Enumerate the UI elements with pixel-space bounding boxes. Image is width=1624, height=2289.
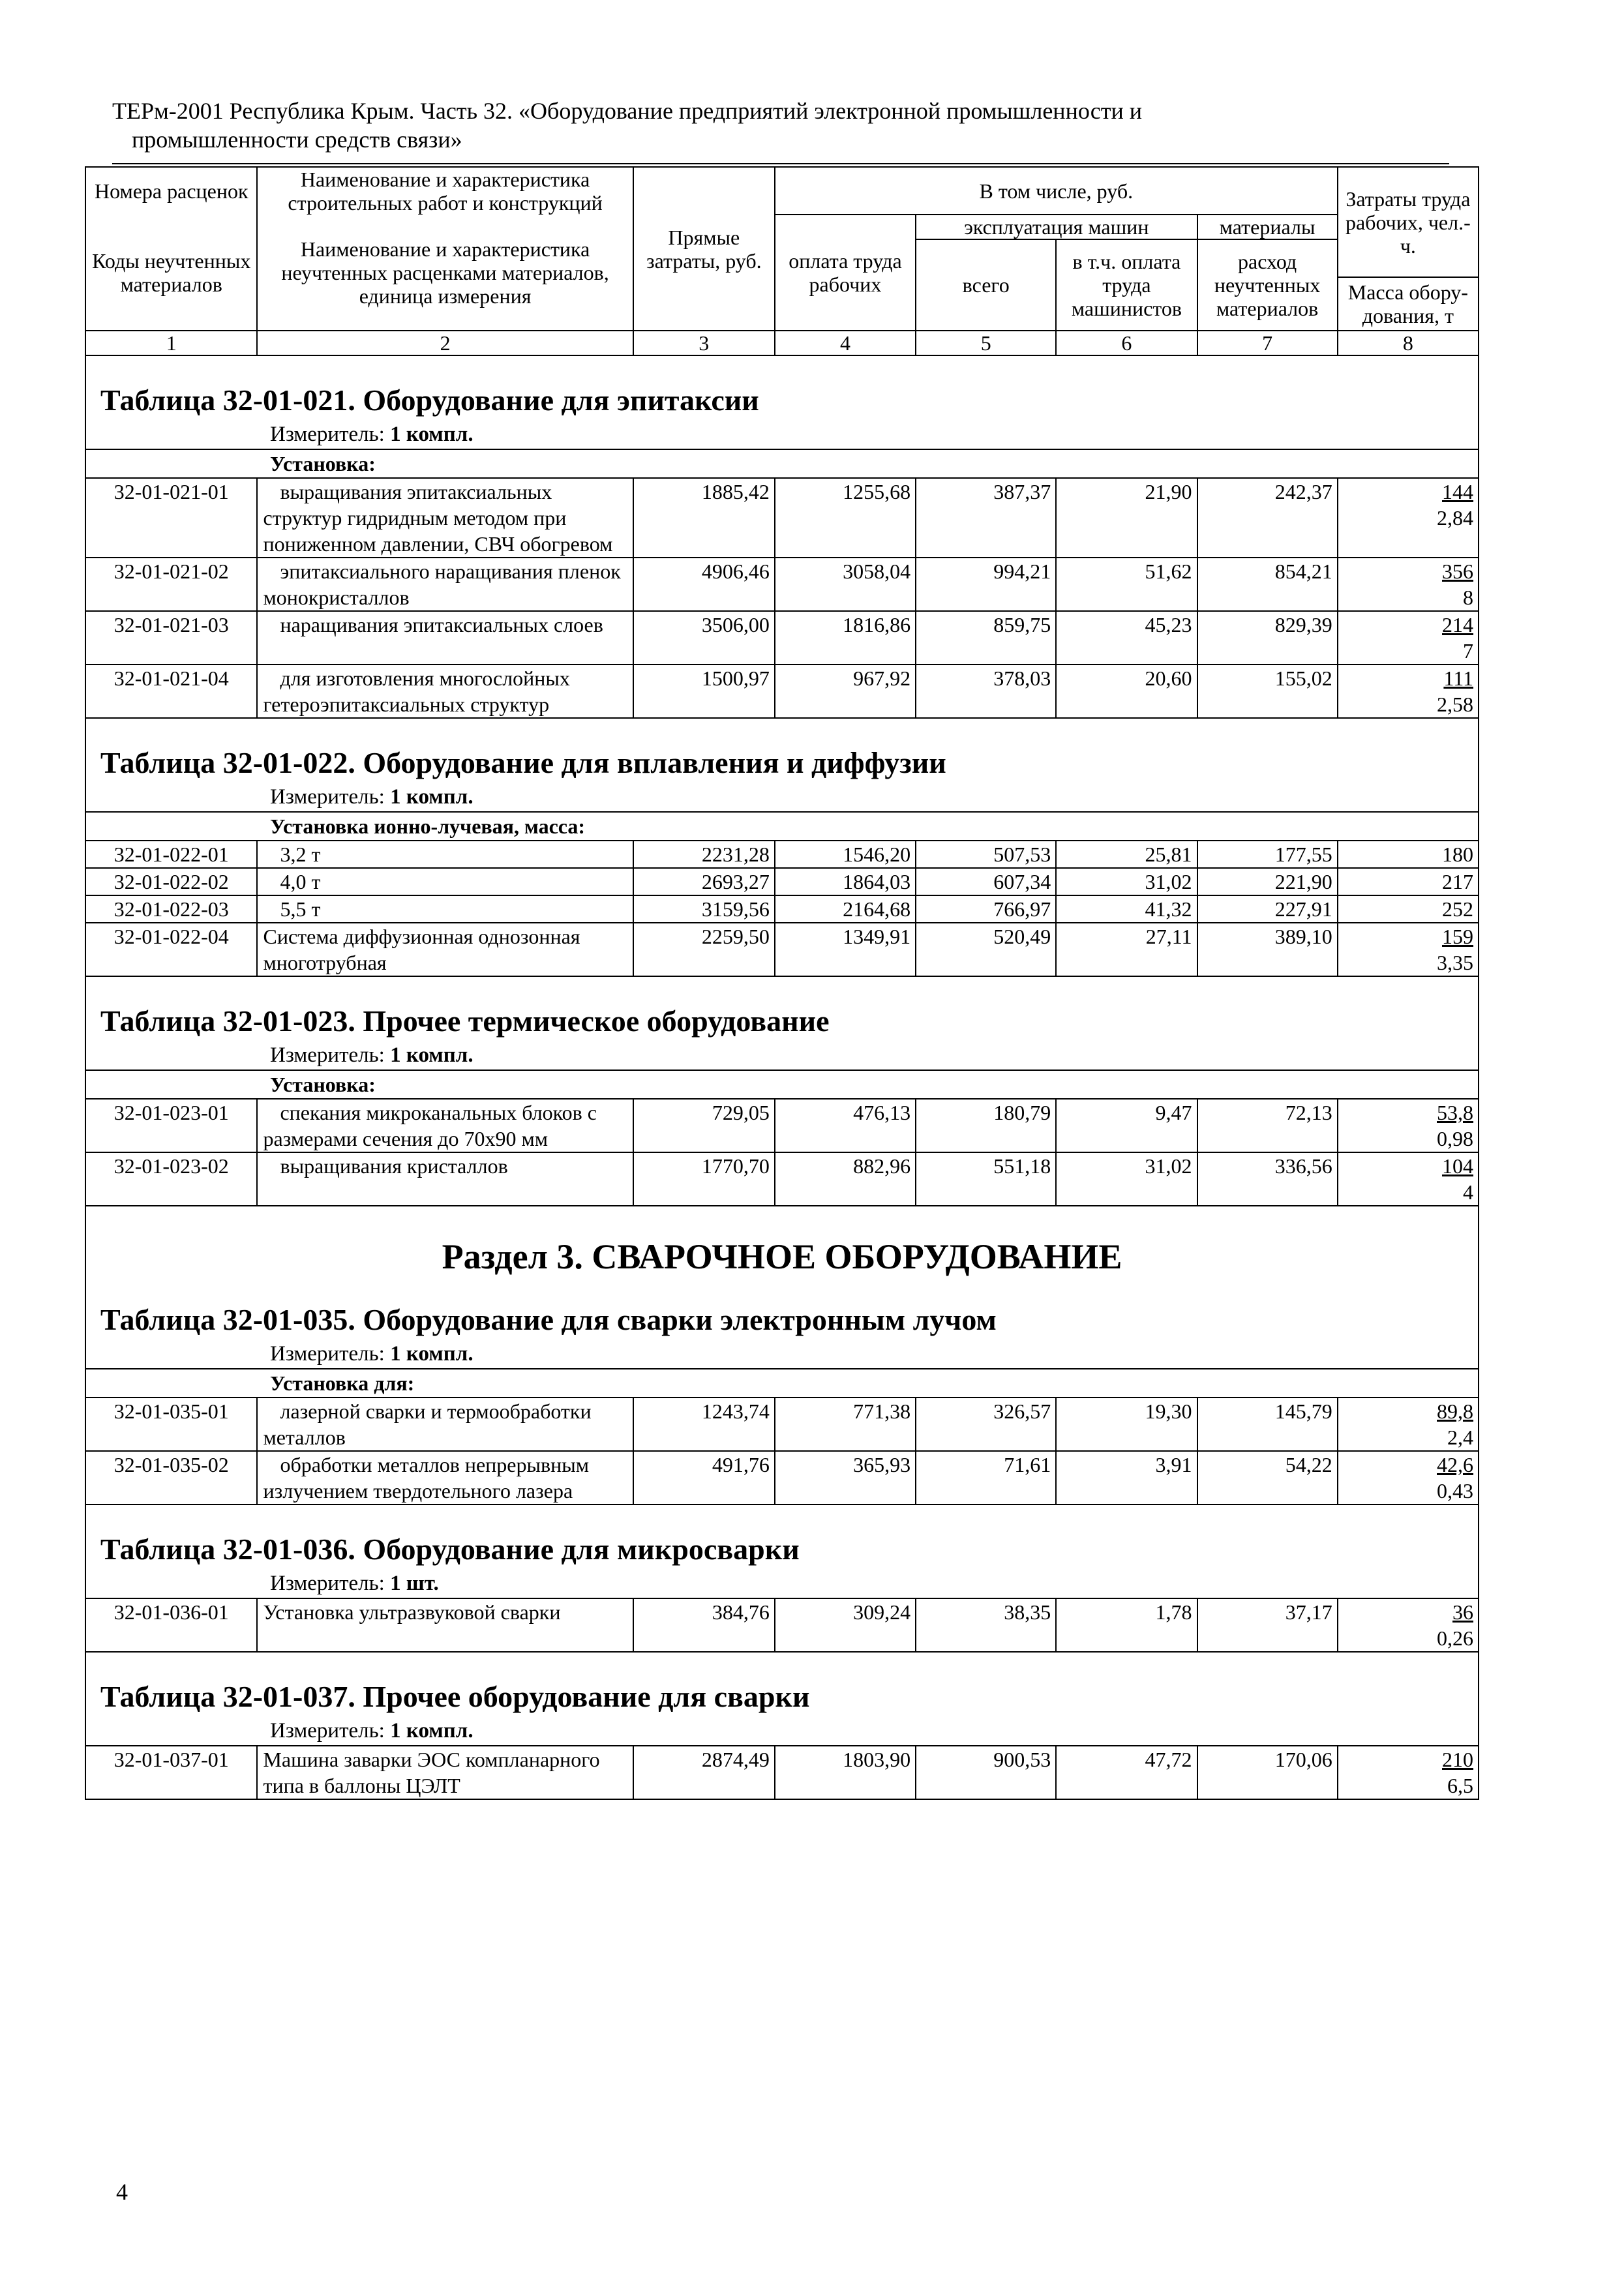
rate-code: 32-01-021-02: [85, 558, 257, 611]
table-row: [85, 923, 1479, 976]
rate-code: 32-01-035-01: [85, 1398, 257, 1451]
work-name-text: спекания микроканальных блоков с размерами сечения до 70х90 мм: [263, 1101, 597, 1150]
machinist-wage-value: 1,78: [1056, 1598, 1197, 1652]
work-name: [257, 1152, 633, 1206]
labor-mass-value: [1338, 895, 1479, 923]
group-label: Установка для:: [85, 1369, 1479, 1398]
column-index: 1: [85, 331, 257, 355]
meter-label: Измеритель:: [270, 1043, 385, 1067]
work-name: [257, 1746, 633, 1799]
direct-costs-value: 2693,27: [633, 868, 775, 895]
meter-label: Измеритель:: [270, 1342, 385, 1366]
rate-code: 32-01-023-02: [85, 1152, 257, 1206]
meter-line: [86, 1716, 1478, 1745]
rate-code: 32-01-022-01: [85, 841, 257, 868]
work-name: [257, 478, 633, 558]
machinist-wage-value: 21,90: [1056, 478, 1197, 558]
materials-value: 72,13: [1197, 1099, 1338, 1152]
wage-value: 882,96: [775, 1152, 916, 1206]
labor-value: 210: [1442, 1748, 1473, 1771]
work-name: [257, 1598, 633, 1652]
direct-costs-value: 2874,49: [633, 1746, 775, 1799]
work-name-text: выращивания эпитаксиальных структур гидридным методом при пониженном давлении, СВЧ обогревом: [263, 480, 613, 556]
labor-mass-value: [1338, 841, 1479, 868]
wage-value: 1546,20: [775, 841, 916, 868]
rate-code: 32-01-035-02: [85, 1451, 257, 1504]
materials-value: 242,37: [1197, 478, 1338, 558]
mass-value: 2,58: [1437, 693, 1473, 716]
meter-line: [86, 1041, 1478, 1070]
meter-label: Измеритель:: [270, 1572, 385, 1595]
table-row: [85, 558, 1479, 611]
labor-mass-value: [1338, 1398, 1479, 1451]
column-header-materials: материалы: [1197, 215, 1338, 239]
work-name-text: Установка ультразвуковой сварки: [263, 1600, 561, 1624]
materials-value: 389,10: [1197, 923, 1338, 976]
machinist-wage-value: 51,62: [1056, 558, 1197, 611]
machines-total-value: 900,53: [916, 1746, 1056, 1799]
machines-total-value: 507,53: [916, 841, 1056, 868]
wage-value: 967,92: [775, 665, 916, 718]
column-header-material-names: Наименование и характеристика неучтенных расценками материалов, единица измерения: [257, 215, 633, 331]
direct-costs-value: 729,05: [633, 1099, 775, 1152]
table-row: [85, 895, 1479, 923]
meter-value: 1 компл.: [390, 423, 474, 446]
labor-value: 356: [1442, 560, 1473, 583]
column-index: 2: [257, 331, 633, 355]
table-title: Таблица 32-01-023. Прочее термическое оборудование: [100, 1004, 830, 1038]
meter-line: [86, 783, 1478, 811]
machinist-wage-value: 27,11: [1056, 923, 1197, 976]
column-header-machines: эксплуатация машин: [916, 215, 1197, 239]
direct-costs-value: 1770,70: [633, 1152, 775, 1206]
table-section-header: [85, 1504, 1479, 1598]
table-row: [85, 478, 1479, 558]
direct-costs-value: 1885,42: [633, 478, 775, 558]
table-section-header: [85, 355, 1479, 449]
work-name-text: выращивания кристаллов: [280, 1154, 508, 1178]
machines-total-value: 38,35: [916, 1598, 1056, 1652]
direct-costs-value: 2259,50: [633, 923, 775, 976]
work-name: [257, 868, 633, 895]
work-name-text: эпитаксиального наращивания пленок монокристаллов: [263, 560, 621, 609]
work-name: [257, 665, 633, 718]
machinist-wage-value: 3,91: [1056, 1451, 1197, 1504]
labor-value: 111: [1443, 666, 1473, 690]
labor-mass-value: [1338, 611, 1479, 665]
direct-costs-value: 4906,46: [633, 558, 775, 611]
labor-mass-value: [1338, 868, 1479, 895]
direct-costs-value: 1500,97: [633, 665, 775, 718]
column-index: 6: [1056, 331, 1197, 355]
wage-value: 1864,03: [775, 868, 916, 895]
labor-value: 144: [1442, 480, 1473, 503]
document-header: [112, 97, 1482, 154]
group-label: Установка:: [85, 1070, 1479, 1099]
materials-value: 854,21: [1197, 558, 1338, 611]
wage-value: 1803,90: [775, 1746, 916, 1799]
wage-value: 476,13: [775, 1099, 916, 1152]
work-name-text: 4,0 т: [280, 870, 321, 893]
labor-value: 252: [1442, 897, 1473, 921]
group-label: Установка:: [85, 449, 1479, 478]
table-title: Таблица 32-01-021. Оборудование для эпитаксии: [100, 383, 759, 417]
mass-value: 0,26: [1437, 1626, 1473, 1650]
column-header-materials-consumption: расход неучтенных материалов: [1197, 239, 1338, 331]
meter-value: 1 компл.: [390, 1719, 474, 1743]
materials-value: 177,55: [1197, 841, 1338, 868]
machines-total-value: 378,03: [916, 665, 1056, 718]
work-name-text: Машина заварки ЭОС компланарного типа в баллоны ЦЭЛТ: [263, 1748, 600, 1797]
labor-mass-value: [1338, 558, 1479, 611]
column-header-material-codes: Коды неучтенных материалов: [85, 215, 257, 331]
column-header-machines-total: всего: [916, 239, 1056, 331]
work-name: [257, 611, 633, 665]
rate-code: 32-01-021-01: [85, 478, 257, 558]
labor-value: 104: [1442, 1154, 1473, 1178]
meter-label: Измеритель:: [270, 785, 385, 809]
machines-total-value: 766,97: [916, 895, 1056, 923]
direct-costs-value: 1243,74: [633, 1398, 775, 1451]
wage-value: 1816,86: [775, 611, 916, 665]
work-name: [257, 558, 633, 611]
machinist-wage-value: 31,02: [1056, 868, 1197, 895]
meter-value: 1 компл.: [390, 785, 474, 809]
table-row: [85, 1398, 1479, 1451]
column-header-wage: оплата труда рабочих: [775, 215, 916, 331]
machines-total-value: 994,21: [916, 558, 1056, 611]
header-rule: [112, 163, 1449, 164]
page-number: 4: [116, 2179, 128, 2205]
mass-value: 6,5: [1447, 1774, 1473, 1797]
table-section-header: [85, 1652, 1479, 1746]
work-name: [257, 1451, 633, 1504]
work-name-text: 5,5 т: [280, 897, 321, 921]
machines-total-value: 387,37: [916, 478, 1056, 558]
machinist-wage-value: 31,02: [1056, 1152, 1197, 1206]
machines-total-value: 71,61: [916, 1451, 1056, 1504]
machines-total-value: 859,75: [916, 611, 1056, 665]
machinist-wage-value: 45,23: [1056, 611, 1197, 665]
machines-total-value: 180,79: [916, 1099, 1056, 1152]
rate-code: 32-01-022-02: [85, 868, 257, 895]
table-row: [85, 665, 1479, 718]
work-name: [257, 841, 633, 868]
wage-value: 1255,68: [775, 478, 916, 558]
work-name: [257, 895, 633, 923]
labor-value: 217: [1442, 870, 1473, 893]
machines-total-value: 520,49: [916, 923, 1056, 976]
labor-value: 53,8: [1437, 1101, 1473, 1124]
column-header-labor: Затраты труда рабочих, чел.-ч.: [1338, 167, 1479, 277]
table-row: [85, 1099, 1479, 1152]
machines-total-value: 326,57: [916, 1398, 1056, 1451]
labor-value: 214: [1442, 613, 1473, 636]
wage-value: 365,93: [775, 1451, 916, 1504]
meter-line: [86, 1569, 1478, 1598]
column-header-mass: Масса обору-дования, т: [1338, 277, 1479, 331]
section-spacer: [86, 1505, 1478, 1530]
mass-value: 2,4: [1447, 1426, 1473, 1449]
wage-value: 3058,04: [775, 558, 916, 611]
column-header-codes: Номера расценок: [85, 167, 257, 215]
labor-mass-value: [1338, 1451, 1479, 1504]
column-header-machinist-wage: в т.ч. оплата труда машинистов: [1056, 239, 1197, 331]
wage-value: 2164,68: [775, 895, 916, 923]
direct-costs-value: 3159,56: [633, 895, 775, 923]
meter-value: 1 компл.: [390, 1043, 474, 1067]
mass-value: 2,84: [1437, 506, 1473, 530]
column-index: 8: [1338, 331, 1479, 355]
section-spacer: [86, 1653, 1478, 1677]
materials-value: 227,91: [1197, 895, 1338, 923]
rate-code: 32-01-036-01: [85, 1598, 257, 1652]
wage-value: 309,24: [775, 1598, 916, 1652]
chapter-title: Раздел 3. СВАРОЧНОЕ ОБОРУДОВАНИЕ: [442, 1237, 1122, 1276]
labor-mass-value: [1338, 478, 1479, 558]
work-name-text: Система диффузионная однозонная многотрубная: [263, 925, 580, 974]
price-table-body: [85, 167, 1479, 1799]
machinist-wage-value: 19,30: [1056, 1398, 1197, 1451]
rate-code: 32-01-022-03: [85, 895, 257, 923]
machinist-wage-value: 47,72: [1056, 1746, 1197, 1799]
meter-value: 1 компл.: [390, 1342, 474, 1366]
rate-code: 32-01-022-04: [85, 923, 257, 976]
mass-value: 0,43: [1437, 1479, 1473, 1503]
column-index: 7: [1197, 331, 1338, 355]
materials-value: 829,39: [1197, 611, 1338, 665]
work-name: [257, 923, 633, 976]
table-title: Таблица 32-01-035. Оборудование для сварки электронным лучом: [100, 1303, 997, 1336]
mass-value: 4: [1463, 1180, 1473, 1204]
table-title: Таблица 32-01-022. Оборудование для вплавления и диффузии: [100, 746, 946, 779]
price-table: [85, 166, 1479, 1800]
materials-value: 221,90: [1197, 868, 1338, 895]
work-name: [257, 1099, 633, 1152]
labor-mass-value: [1338, 1598, 1479, 1652]
wage-value: 1349,91: [775, 923, 916, 976]
labor-mass-value: [1338, 923, 1479, 976]
mass-value: 7: [1463, 639, 1473, 663]
direct-costs-value: 491,76: [633, 1451, 775, 1504]
table-section-header: [85, 718, 1479, 812]
table-title: Таблица 32-01-037. Прочее оборудование для сварки: [100, 1680, 810, 1713]
machinist-wage-value: 9,47: [1056, 1099, 1197, 1152]
labor-value: 180: [1442, 843, 1473, 866]
mass-value: 8: [1463, 586, 1473, 609]
rate-code: 32-01-021-04: [85, 665, 257, 718]
direct-costs-value: 3506,00: [633, 611, 775, 665]
materials-value: 336,56: [1197, 1152, 1338, 1206]
materials-value: 155,02: [1197, 665, 1338, 718]
table-row: [85, 841, 1479, 868]
meter-line: [86, 1339, 1478, 1368]
table-section-header: [85, 1206, 1479, 1369]
wage-value: 771,38: [775, 1398, 916, 1451]
column-header-direct-costs: Прямые затраты, руб.: [633, 167, 775, 331]
column-index: 5: [916, 331, 1056, 355]
machines-total-value: 551,18: [916, 1152, 1056, 1206]
section-spacer: [86, 719, 1478, 743]
labor-value: 42,6: [1437, 1453, 1473, 1476]
table-row: [85, 1451, 1479, 1504]
materials-value: 170,06: [1197, 1746, 1338, 1799]
meter-label: Измеритель:: [270, 1719, 385, 1743]
column-header-name: Наименование и характеристика строительных работ и конструкций: [257, 167, 633, 215]
column-index: 3: [633, 331, 775, 355]
materials-value: 54,22: [1197, 1451, 1338, 1504]
machinist-wage-value: 41,32: [1056, 895, 1197, 923]
header-line-2: промышленности средств связи»: [132, 127, 462, 153]
machinist-wage-value: 25,81: [1056, 841, 1197, 868]
direct-costs-value: 2231,28: [633, 841, 775, 868]
table-row: [85, 1598, 1479, 1652]
work-name: [257, 1398, 633, 1451]
work-name-text: для изготовления многослойных гетероэпитаксиальных структур: [263, 666, 570, 716]
table-title: Таблица 32-01-036. Оборудование для микросварки: [100, 1533, 800, 1566]
labor-value: 89,8: [1437, 1399, 1473, 1423]
work-name-text: обработки металлов непрерывным излучением твердотельного лазера: [263, 1453, 589, 1503]
mass-value: 3,35: [1437, 951, 1473, 974]
table-row: [85, 1746, 1479, 1799]
materials-value: 145,79: [1197, 1398, 1338, 1451]
labor-mass-value: [1338, 665, 1479, 718]
meter-value: 1 шт.: [390, 1572, 439, 1595]
group-label: Установка ионно-лучевая, масса:: [85, 812, 1479, 841]
work-name-text: наращивания эпитаксиальных слоев: [280, 613, 603, 636]
column-index: 4: [775, 331, 916, 355]
work-name-text: лазерной сварки и термообработки металлов: [263, 1399, 592, 1449]
rate-code: 32-01-037-01: [85, 1746, 257, 1799]
section-spacer: [86, 356, 1478, 381]
column-header-including: В том числе, руб.: [775, 167, 1338, 215]
table-section-header: [85, 976, 1479, 1070]
labor-mass-value: [1338, 1152, 1479, 1206]
rate-code: 32-01-023-01: [85, 1099, 257, 1152]
mass-value: 0,98: [1437, 1127, 1473, 1150]
header-line-1: ТЕРм-2001 Республика Крым. Часть 32. «Оборудование предприятий электронной промышленности и: [112, 98, 1142, 124]
labor-value: 36: [1452, 1600, 1473, 1624]
meter-line: [86, 420, 1478, 449]
direct-costs-value: 384,76: [633, 1598, 775, 1652]
table-row: [85, 611, 1479, 665]
work-name-text: 3,2 т: [280, 843, 321, 866]
labor-value: 159: [1442, 925, 1473, 948]
labor-mass-value: [1338, 1099, 1479, 1152]
machinist-wage-value: 20,60: [1056, 665, 1197, 718]
materials-value: 37,17: [1197, 1598, 1338, 1652]
section-spacer: [86, 977, 1478, 1002]
machines-total-value: 607,34: [916, 868, 1056, 895]
labor-mass-value: [1338, 1746, 1479, 1799]
table-row: [85, 868, 1479, 895]
meter-label: Измеритель:: [270, 423, 385, 446]
rate-code: 32-01-021-03: [85, 611, 257, 665]
table-row: [85, 1152, 1479, 1206]
